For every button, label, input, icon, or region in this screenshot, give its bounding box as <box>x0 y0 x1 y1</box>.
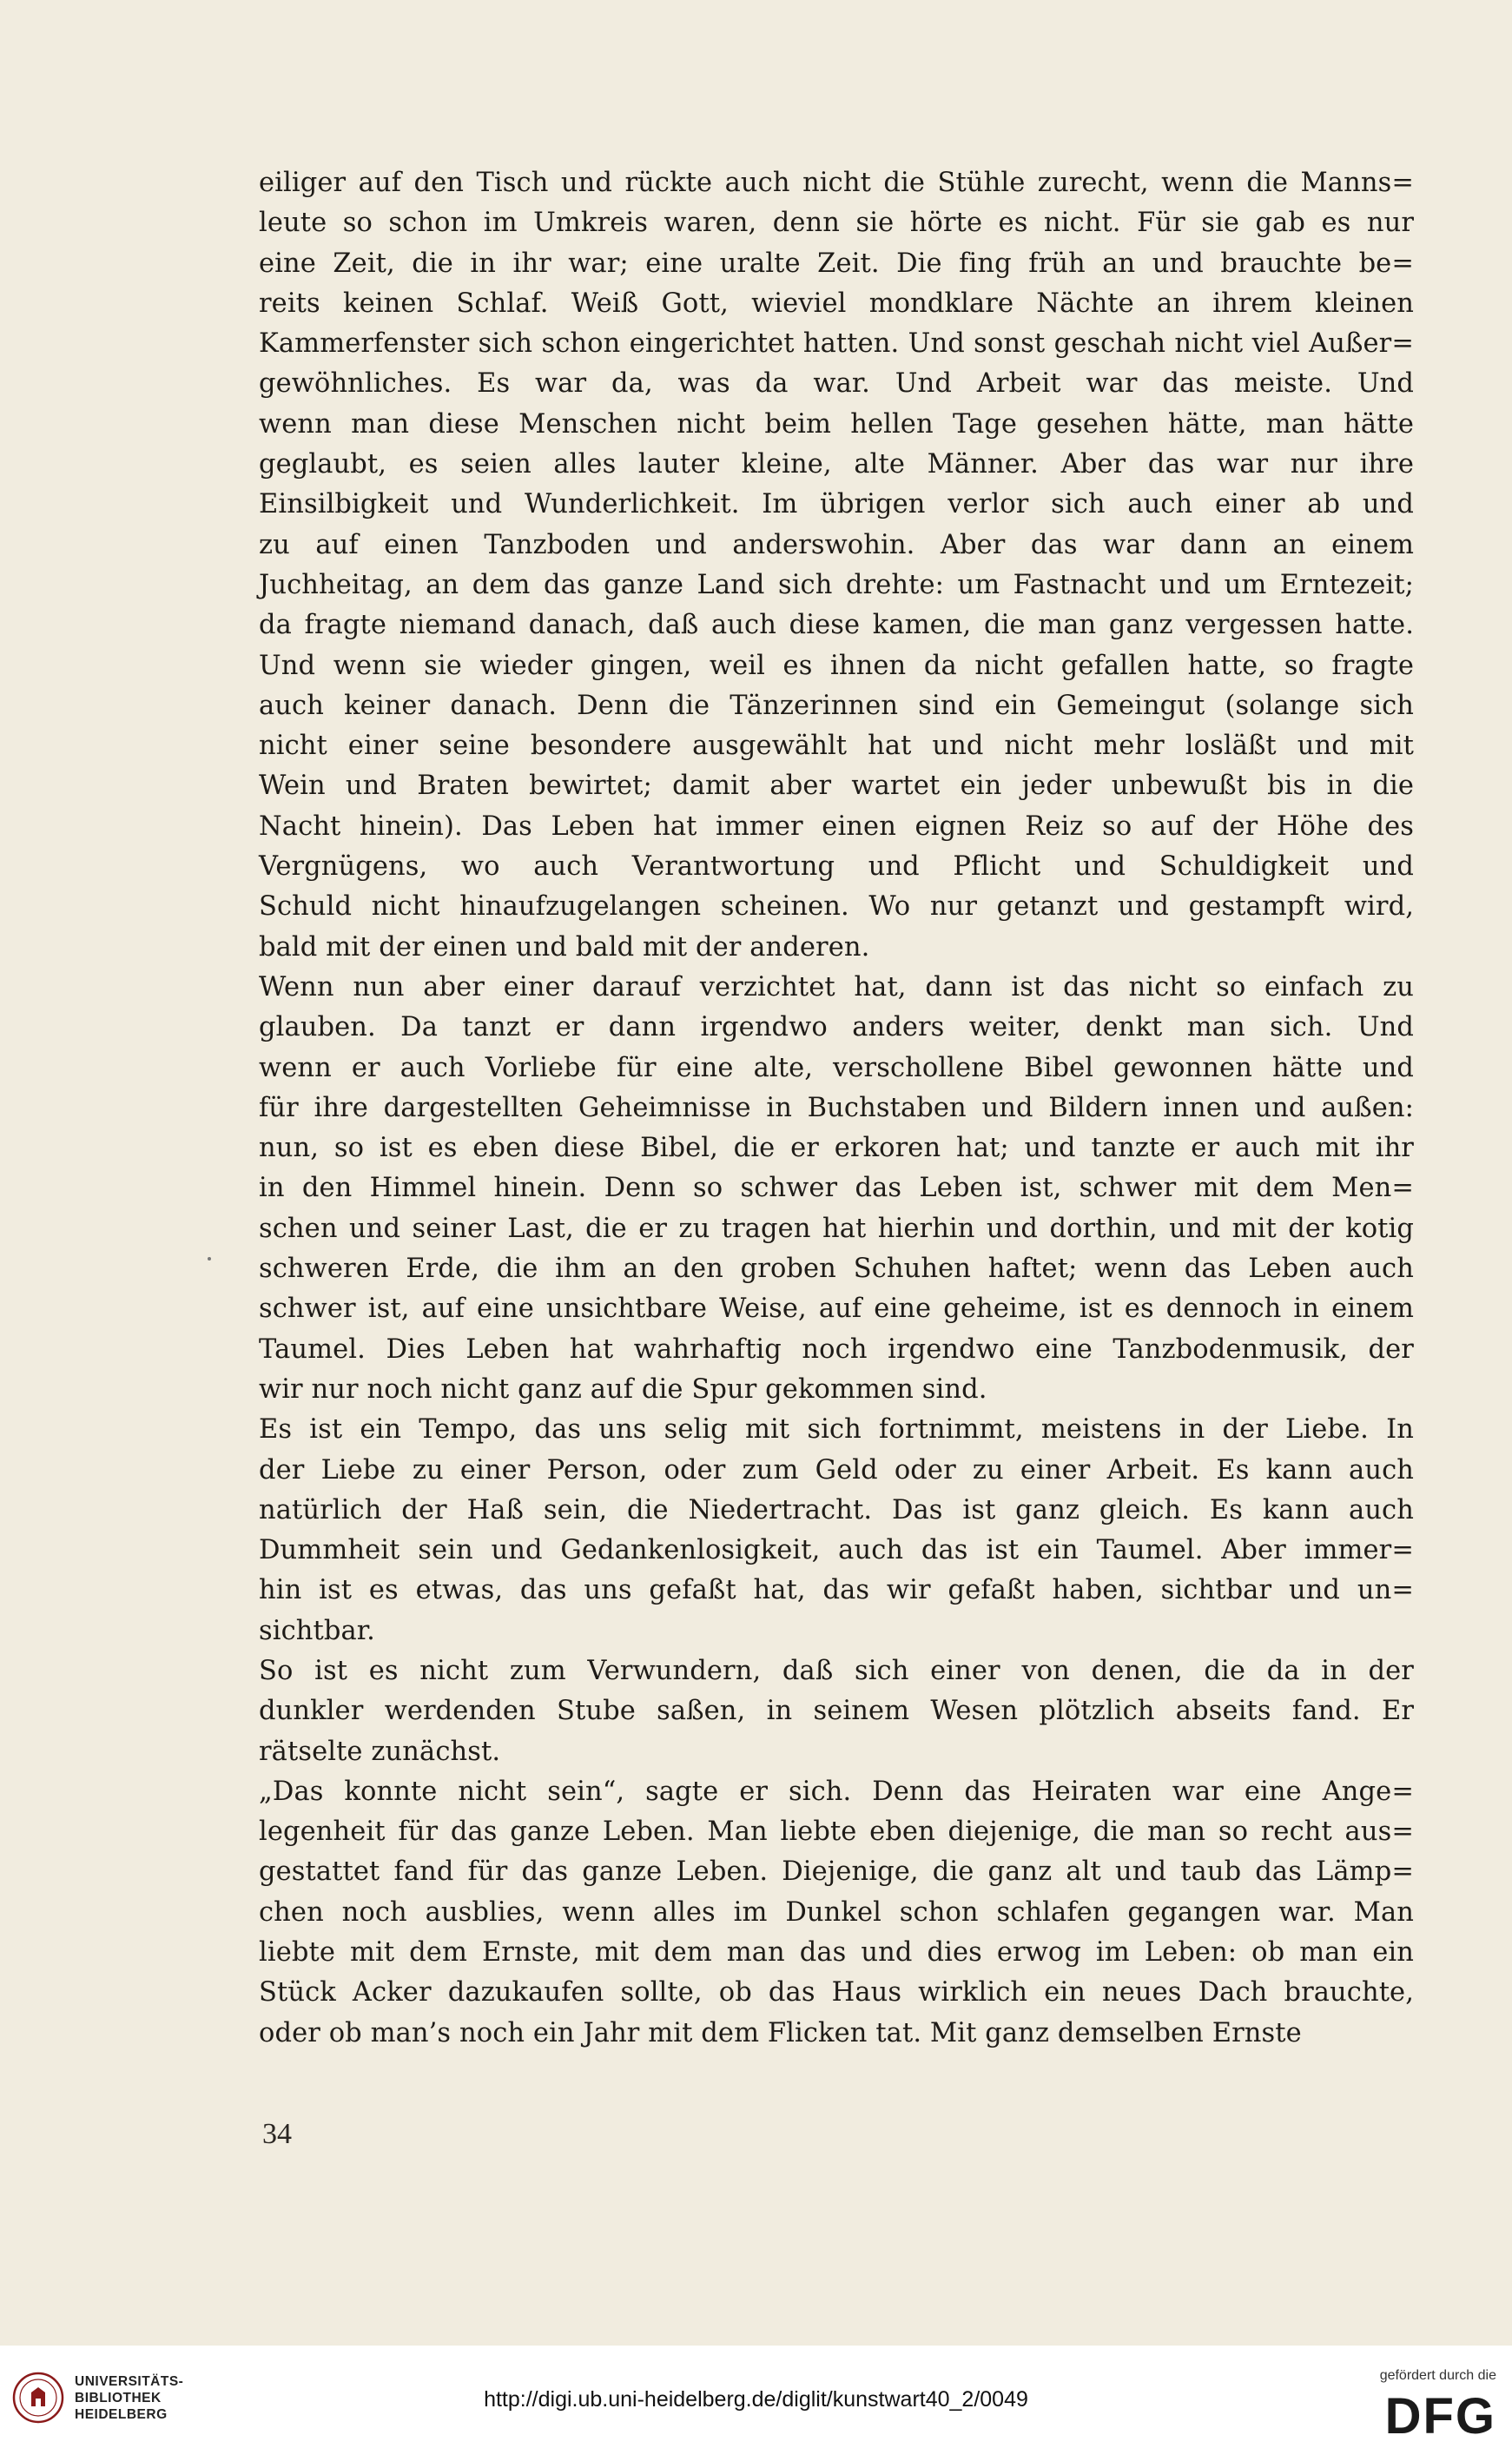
text-line: Dummheit sein und Gedankenlosigkeit, auch das ist ein Taumel. Aber immer= <box>259 1535 1414 1566</box>
text-line: eine Zeit, die in ihr war; eine uralte Zeit. Die fing früh an und brauchte be= <box>259 248 1414 279</box>
text-line: Nacht hinein). Das Leben hat immer einen eignen Reiz so auf der Höhe des <box>259 811 1414 842</box>
text-line: oder ob man’s noch ein Jahr mit dem Flicken tat. Mit ganz demselben Ernste <box>259 2017 1302 2048</box>
text-line: Schuld nicht hinaufzugelangen scheinen. Wo nur getanzt und gestampft wird, <box>259 891 1414 923</box>
text-line: Wenn nun aber einer darauf verzichtet hat, dann ist das nicht so einfach zu <box>259 971 1414 1003</box>
text-line: schwer ist, auf eine unsichtbare Weise, auf eine geheime, ist es dennoch in einem <box>259 1294 1414 1325</box>
text-line: für ihre dargestellten Geheimnisse in Buchstaben und Bildern innen und außen: <box>259 1092 1414 1123</box>
library-name-line: BIBLIOTHEK <box>75 2391 162 2405</box>
text-line: liebte mit dem Ernste, mit dem man das und dies erwog im Leben: ob man ein <box>259 1937 1414 1969</box>
text-line: auch keiner danach. Denn die Tänzerinnen sind ein Gemeingut (solange sich <box>259 690 1414 721</box>
text-line: Kammerfenster sich schon eingerichtet hatten. Und sonst geschah nicht viel Außer= <box>259 328 1414 360</box>
text-line: So ist es nicht zum Verwundern, daß sich einer von denen, die da in der <box>259 1655 1414 1686</box>
text-line: gestattet fand für das ganze Leben. Diejenige, die ganz alt und taub das Lämp= <box>259 1856 1414 1888</box>
text-line: zu auf einen Tanzboden und anderswohin. Aber das war dann an einem <box>259 529 1414 560</box>
funding-caption: gefördert durch die <box>1379 2368 1496 2383</box>
text-line: legenheit für das ganze Leben. Man liebte eben diejenige, die man so recht aus= <box>259 1816 1414 1848</box>
text-line: schen und seiner Last, die er zu tragen hat hierhin und dorthin, und mit der kotig <box>259 1213 1414 1244</box>
text-line: „Das konnte nicht sein“, sagte er sich. Denn das Heiraten war eine Ange= <box>259 1776 1414 1807</box>
text-line: Wein und Braten bewirtet; damit aber wartet ein jeder unbewußt bis in die <box>259 771 1414 802</box>
text-line: Und wenn sie wieder gingen, weil es ihnen da nicht gefallen hatte, so fragte <box>259 650 1414 681</box>
text-line: dunkler werdenden Stube saßen, in seinem Wesen plötzlich abseits fand. Er <box>259 1696 1414 1727</box>
text-line: Vergnügens, wo auch Verantwortung und Pflicht und Schuldigkeit und <box>259 851 1414 883</box>
text-line: der Liebe zu einer Person, oder zum Geld oder zu einer Arbeit. Es kann auch <box>259 1454 1414 1486</box>
text-line: gewöhnliches. Es war da, was da war. Und Arbeit war das meiste. Und <box>259 368 1414 400</box>
text-line: in den Himmel hinein. Denn so schwer das Leben ist, schwer mit dem Men= <box>259 1173 1414 1204</box>
text-line: leute so schon im Umkreis waren, denn sie hörte es nicht. Für sie gab es nur <box>259 208 1414 239</box>
text-line: wir nur noch nicht ganz auf die Spur gekommen sind. <box>259 1373 987 1405</box>
source-url[interactable]: http://digi.ub.uni-heidelberg.de/diglit/kunstwart40_2/0049 <box>484 2387 1028 2412</box>
text-line: glauben. Da tanzt er dann irgendwo anders weiter, denkt man sich. Und <box>259 1012 1414 1043</box>
text-line: da fragte niemand danach, daß auch diese kamen, die man ganz vergessen hatte. <box>259 610 1414 641</box>
text-line: Stück Acker dazukaufen sollte, ob das Haus wirklich ein neues Dach brauchte, <box>259 1977 1414 2008</box>
text-line: eiliger auf den Tisch und rückte auch nicht die Stühle zurecht, wenn die Manns= <box>259 168 1414 198</box>
margin-mark <box>208 1257 211 1261</box>
dfg-logo: DFG <box>1384 2388 1496 2445</box>
text-line: sichtbar. <box>259 1615 375 1646</box>
text-line: bald mit der einen und bald mit der anderen. <box>259 931 870 963</box>
text-line: hin ist es etwas, das uns gefaßt hat, das wir gefaßt haben, sichtbar und un= <box>259 1575 1414 1606</box>
text-line: Taumel. Dies Leben hat wahrhaftig noch irgendwo eine Tanzbodenmusik, der <box>259 1333 1414 1365</box>
page-number: 34 <box>262 2118 292 2150</box>
text-line: reits keinen Schlaf. Weiß Gott, wieviel mondklare Nächte an ihrem kleinen <box>259 288 1414 319</box>
library-name-line: UNIVERSITÄTS- <box>75 2374 184 2389</box>
footer-bar <box>0 2346 1512 2455</box>
text-line: schweren Erde, die ihm an den groben Schuhen haftet; wenn das Leben auch <box>259 1254 1414 1285</box>
text-line: wenn er auch Vorliebe für eine alte, verschollene Bibel gewonnen hätte und <box>259 1052 1414 1083</box>
text-line: Juchheitag, an dem das ganze Land sich drehte: um Fastnacht und um Erntezeit; <box>259 569 1414 600</box>
body-text <box>259 163 1414 2054</box>
library-name-line: HEIDELBERG <box>75 2407 168 2422</box>
text-line: rätselte zunächst. <box>259 1736 501 1767</box>
text-line: geglaubt, es seien alles lauter kleine, alte Männer. Aber das war nur ihre <box>259 449 1414 480</box>
text-line: Es ist ein Tempo, das uns selig mit sich fortnimmt, meistens in der Liebe. In <box>259 1414 1414 1446</box>
text-line: nun, so ist es eben diese Bibel, die er erkoren hat; und tanzte er auch mit ihr <box>259 1133 1414 1164</box>
text-line: Einsilbigkeit und Wunderlichkeit. Im übrigen verlor sich auch einer ab und <box>259 489 1414 520</box>
text-line: nicht einer seine besondere ausgewählt hat und nicht mehr losläßt und mit <box>259 731 1414 762</box>
text-line: natürlich der Haß sein, die Niedertracht. Das ist ganz gleich. Es kann auch <box>259 1494 1414 1525</box>
text-line: wenn man diese Menschen nicht beim hellen Tage gesehen hätte, man hätte <box>259 408 1414 440</box>
text-line: chen noch ausblies, wenn alles im Dunkel schon schlafen gegangen war. Man <box>259 1896 1414 1928</box>
